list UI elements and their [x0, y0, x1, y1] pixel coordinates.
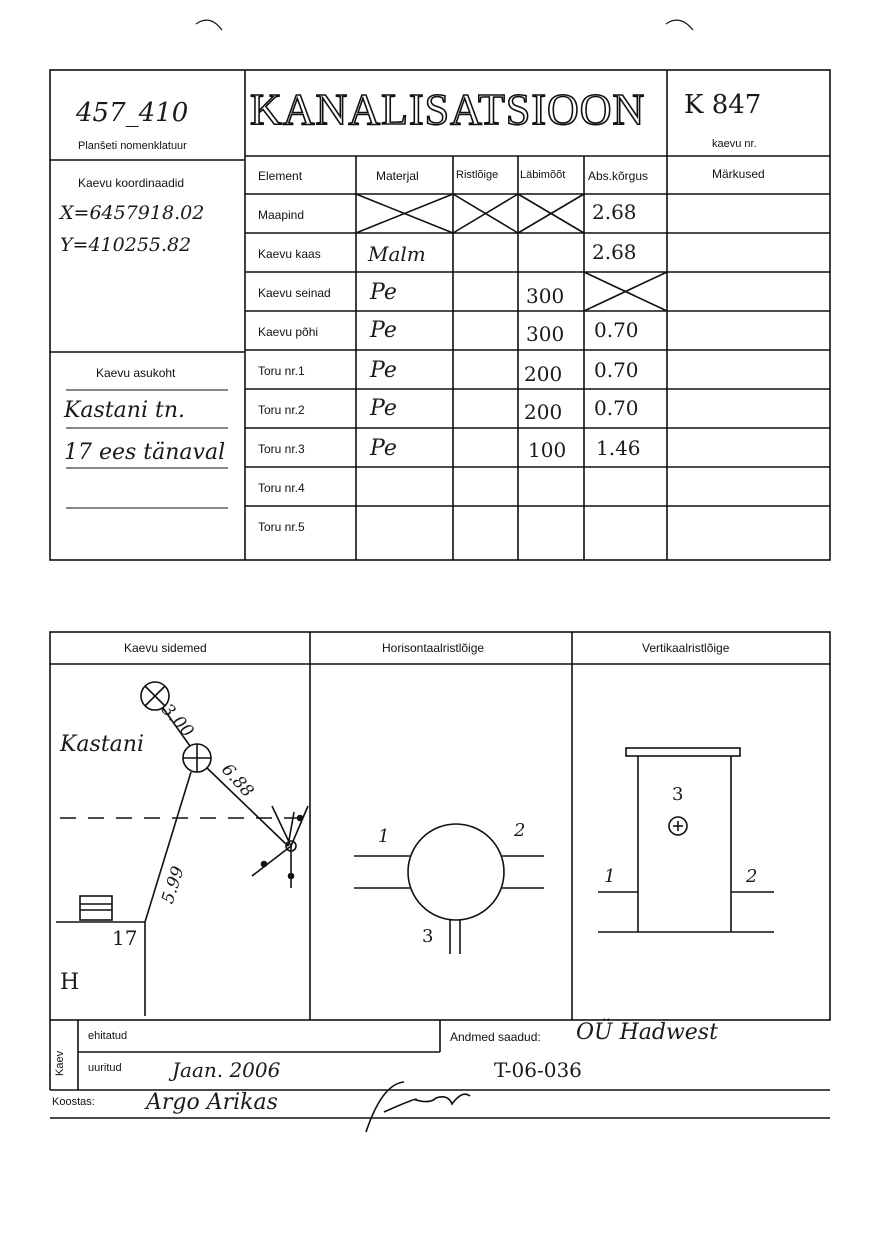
row-labimoot: 100	[528, 438, 567, 462]
distance-label: 3.00	[157, 700, 198, 742]
compiler-label: Koostas:	[52, 1096, 95, 1108]
section-header-horizontal: Horisontaalristlõige	[382, 641, 485, 655]
col-header-ristloige: Ristlõige	[456, 169, 499, 181]
distance-label: 5.99	[158, 863, 189, 907]
pipe-label: 3	[422, 926, 434, 947]
pipe-label: 2	[514, 820, 526, 841]
row-materjal: Pe	[370, 436, 397, 461]
location-label: Kaevu asukoht	[96, 366, 176, 380]
row-materjal: Pe	[370, 396, 397, 421]
location-line2: 17 ees tänaval	[64, 440, 226, 465]
col-header-materjal: Materjal	[376, 169, 419, 183]
row-element: Toru nr.2	[258, 403, 305, 417]
pipe-label: 1	[378, 826, 390, 847]
pipe-label: 3	[672, 784, 684, 805]
pipe-label: 2	[746, 866, 758, 887]
distance-label: 6.88	[217, 760, 258, 802]
col-header-element: Element	[258, 169, 303, 183]
vertical-section	[598, 748, 774, 932]
row-labimoot: 200	[524, 362, 563, 386]
section-header-vertical: Vertikaalristlõige	[642, 641, 730, 655]
data-source-label: Andmed saadud:	[450, 1030, 541, 1044]
house-number: 17	[112, 926, 138, 950]
location-line1: Kastani tn.	[64, 398, 185, 423]
col-header-labimoot: Läbimõõt	[520, 169, 566, 181]
row-materjal: Pe	[370, 280, 397, 305]
row-materjal: Pe	[370, 358, 397, 383]
row-element: Toru nr.5	[258, 520, 305, 534]
well-number-label: kaevu nr.	[712, 138, 757, 150]
row-abs: 0.70	[594, 358, 639, 382]
page-title: KANALISATSIOON	[250, 85, 646, 134]
row-element: Toru nr.4	[258, 481, 305, 495]
pipe-label: 1	[604, 866, 616, 887]
row-materjal: Malm	[368, 242, 426, 266]
row-element: Toru nr.1	[258, 364, 305, 378]
built-label: ehitatud	[88, 1030, 128, 1042]
row-abs: 1.46	[596, 436, 641, 460]
surveyed-label: uuritud	[88, 1062, 122, 1074]
well-number-value: K 847	[684, 90, 762, 120]
row-labimoot: 300	[526, 322, 565, 346]
row-element: Maapind	[258, 208, 305, 222]
row-labimoot: 300	[526, 284, 565, 308]
surveyed-value: Jaan. 2006	[172, 1058, 281, 1082]
row-abs: 0.70	[594, 396, 639, 420]
nomenclature-value: 457_410	[76, 98, 189, 128]
street-label: Kastani	[60, 732, 145, 757]
compiler-name: Argo Arikas	[146, 1090, 278, 1115]
row-abs: 2.68	[592, 200, 637, 224]
data-source-value: OÜ Hadwest	[576, 1020, 718, 1045]
row-element: Kaevu põhi	[258, 325, 319, 339]
data-code: T-06-036	[494, 1058, 582, 1082]
house-letter: H	[60, 970, 80, 995]
row-element: Toru nr.3	[258, 442, 305, 456]
col-header-markused: Märkused	[712, 167, 765, 181]
section-header-links: Kaevu sidemed	[124, 641, 207, 655]
col-header-abs: Abs.kõrgus	[588, 169, 649, 183]
row-element: Kaevu kaas	[258, 247, 321, 261]
row-abs: 2.68	[592, 240, 637, 264]
row-element: Kaevu seinad	[258, 286, 331, 300]
row-materjal: Pe	[370, 318, 397, 343]
row-abs: 0.70	[594, 318, 639, 342]
row-labimoot: 200	[524, 400, 563, 424]
coordinate-x: X=6457918.02	[60, 202, 205, 224]
nomenclature-label: Planšeti nomenklatuur	[78, 140, 187, 152]
coordinate-y: Y=410255.82	[60, 234, 192, 256]
kaev-label: Kaev	[54, 1050, 66, 1076]
coordinates-label: Kaevu koordinaadid	[78, 176, 185, 190]
